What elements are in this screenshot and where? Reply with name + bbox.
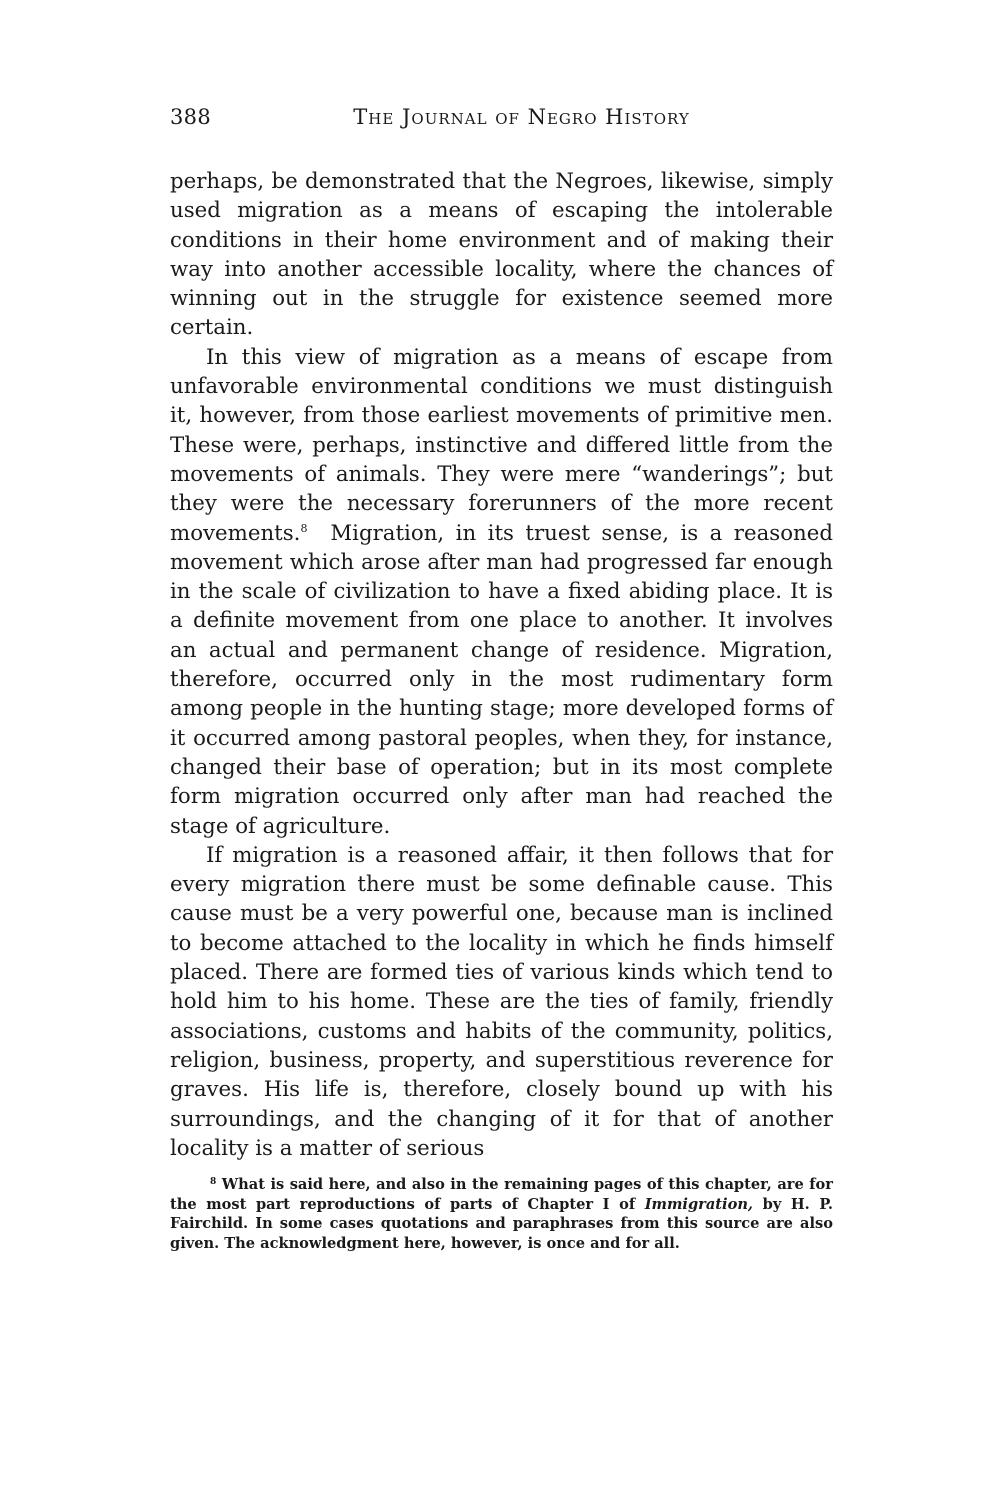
page-number: 388 [170,105,211,129]
footnote [170,1175,833,1253]
paragraph-2-continued: Migration, in its truest sense, is a reasoned movement which arose after man had progressed far enough in the scale of civilization to have a fixed abiding place. It is a definite movement from one place to another. It involves an actual and permanent change of residence. Migration, therefore, occurred only in the most rudimentary form among people in the hunting stage; more developed forms of it occurred among pastoral peoples, when they, for instance, changed their base of operation; but in its most complete form migration occurred only after man had reached the stage of agriculture. [170,520,833,839]
footnote-book-title: Immigration, [644,1195,754,1213]
footnote-text-start: What is said here, and also in the remaining pages of this chapter, are for the most part reproductions of parts of Chapter I of [170,1176,833,1213]
body-text [170,167,833,1163]
footnote-marker: 8 [210,1177,217,1188]
document-page [170,105,833,1253]
paragraph-2-text: In this view of migration as a means of escape from unfavorable environmental conditions we must distinguish it, however, from those earliest movements of primitive men. These were, perhaps, instinctive and differed little from the movements of animals. They were mere “wanderings”; but they were the necessary forerunners of the more recent movements. [170,344,833,546]
running-head [170,105,833,135]
footnote-section [170,1175,833,1253]
footnote-text-end: by H. P. Fairchild. In some cases quotations and paraphrases from this source are also given. The acknowledgment here, however, is once and for all. [170,1195,833,1252]
paragraph-1: perhaps, be demonstrated that the Negroes, likewise, simply used migration as a means of escaping the intolerable conditions in their home environment and of making their way into another accessible locality, where the chances of winning out in the struggle for existence seemed more certain. [170,169,833,341]
footnote-reference: 8 [300,521,308,535]
paragraph-2 [170,343,833,841]
journal-title: The Journal of Negro History [353,105,690,129]
paragraph-3: If migration is a reasoned affair, it then follows that for every migration there must be some definable cause. This cause must be a very powerful one, because man is inclined to become attached to the locality in which he finds himself placed. There are formed ties of various kinds which tend to hold him to his home. These are the ties of family, friendly associations, customs and habits of the community, politics, religion, business, property, and superstitious reverence for graves. His life is, therefore, closely bound up with his surroundings, and the changing of it for that of another locality is a matter of serious [170,842,833,1161]
